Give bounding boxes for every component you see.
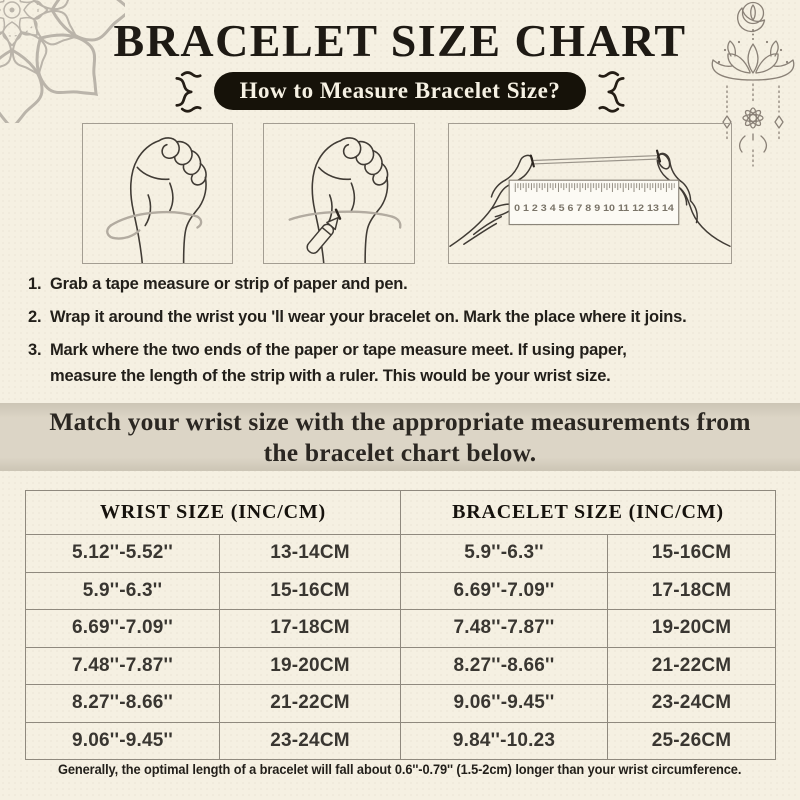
wrist-inch-cell: 7.48''-7.87'' xyxy=(26,647,220,685)
bracelet-cm-cell: 17-18CM xyxy=(608,572,776,610)
step-number: 1. xyxy=(28,275,42,293)
bracelet-cm-cell: 15-16CM xyxy=(608,535,776,573)
step-1 xyxy=(28,271,773,297)
step-text: Wrap it around the wrist you 'll wear your bracelet on. Mark the place where it joins. xyxy=(50,308,687,326)
table-row xyxy=(26,572,776,610)
wrist-inch-cell: 5.9''-6.3'' xyxy=(26,572,220,610)
illustration-mark-pen xyxy=(263,123,415,264)
bracelet-cm-cell: 23-24CM xyxy=(608,685,776,723)
wrist-cm-cell: 17-18CM xyxy=(220,610,401,648)
bracelet-inch-cell: 7.48''-7.87'' xyxy=(401,610,608,648)
step-3 xyxy=(28,337,773,389)
wrist-cm-cell: 23-24CM xyxy=(220,722,401,760)
page-title: BRACELET SIZE CHART xyxy=(113,15,687,66)
bracelet-cm-cell: 19-20CM xyxy=(608,610,776,648)
footnote xyxy=(0,761,800,779)
measure-question-badge: How to Measure Bracelet Size? xyxy=(214,72,587,110)
bracelet-size-header: BRACELET SIZE (INC/CM) xyxy=(401,491,776,535)
table-row xyxy=(26,535,776,573)
table-row xyxy=(26,647,776,685)
wrist-inch-cell: 9.06''-9.45'' xyxy=(26,722,220,760)
step-number: 3. xyxy=(28,341,42,359)
banner-text: Match your wrist size with the appropriate measurements from the bracelet chart below. xyxy=(49,407,751,467)
bracelet-inch-cell: 6.69''-7.09'' xyxy=(401,572,608,610)
bracelet-cm-cell: 25-26CM xyxy=(608,722,776,760)
table-row xyxy=(26,685,776,723)
curly-flourish-left-icon xyxy=(166,69,202,113)
bracelet-cm-cell: 21-22CM xyxy=(608,647,776,685)
wrist-cm-cell: 19-20CM xyxy=(220,647,401,685)
bracelet-inch-cell: 8.27''-8.66'' xyxy=(401,647,608,685)
illustration-wrap-tape xyxy=(82,123,233,264)
table-row xyxy=(26,610,776,648)
step-text: Mark where the two ends of the paper or tape measure meet. If using paper, measure the length of the strip with a ruler. This would be your wrist size. xyxy=(50,341,627,385)
step-number: 2. xyxy=(28,308,42,326)
wrist-size-header: WRIST SIZE (INC/CM) xyxy=(26,491,401,535)
step-2 xyxy=(28,304,773,330)
footnote-text: Generally, the optimal length of a bracelet will fall about 0.6''-0.79'' (1.5-2cm) longer than your wrist circumference. xyxy=(58,762,742,777)
curly-flourish-right-icon xyxy=(598,69,634,113)
ruler-numbers: 0 1 2 3 4 5 6 7 8 9 10 11 12 13 14 xyxy=(514,202,675,213)
wrist-cm-cell: 21-22CM xyxy=(220,685,401,723)
size-table xyxy=(25,490,776,760)
match-instruction-banner xyxy=(0,403,800,471)
wrist-inch-cell: 6.69''-7.09'' xyxy=(26,610,220,648)
step-text: Grab a tape measure or strip of paper and pen. xyxy=(50,275,408,293)
bracelet-inch-cell: 9.06''-9.45'' xyxy=(401,685,608,723)
table-row xyxy=(26,722,776,760)
wrist-cm-cell: 13-14CM xyxy=(220,535,401,573)
wrist-cm-cell: 15-16CM xyxy=(220,572,401,610)
measure-badge-row xyxy=(0,68,800,114)
bracelet-inch-cell: 5.9''-6.3'' xyxy=(401,535,608,573)
instruction-steps xyxy=(28,271,773,396)
wrist-inch-cell: 8.27''-8.66'' xyxy=(26,685,220,723)
illustration-ruler-measure xyxy=(448,123,732,264)
bracelet-inch-cell: 9.84''-10.23 xyxy=(401,722,608,760)
wrist-inch-cell: 5.12''-5.52'' xyxy=(26,535,220,573)
table-header-row xyxy=(26,491,776,535)
